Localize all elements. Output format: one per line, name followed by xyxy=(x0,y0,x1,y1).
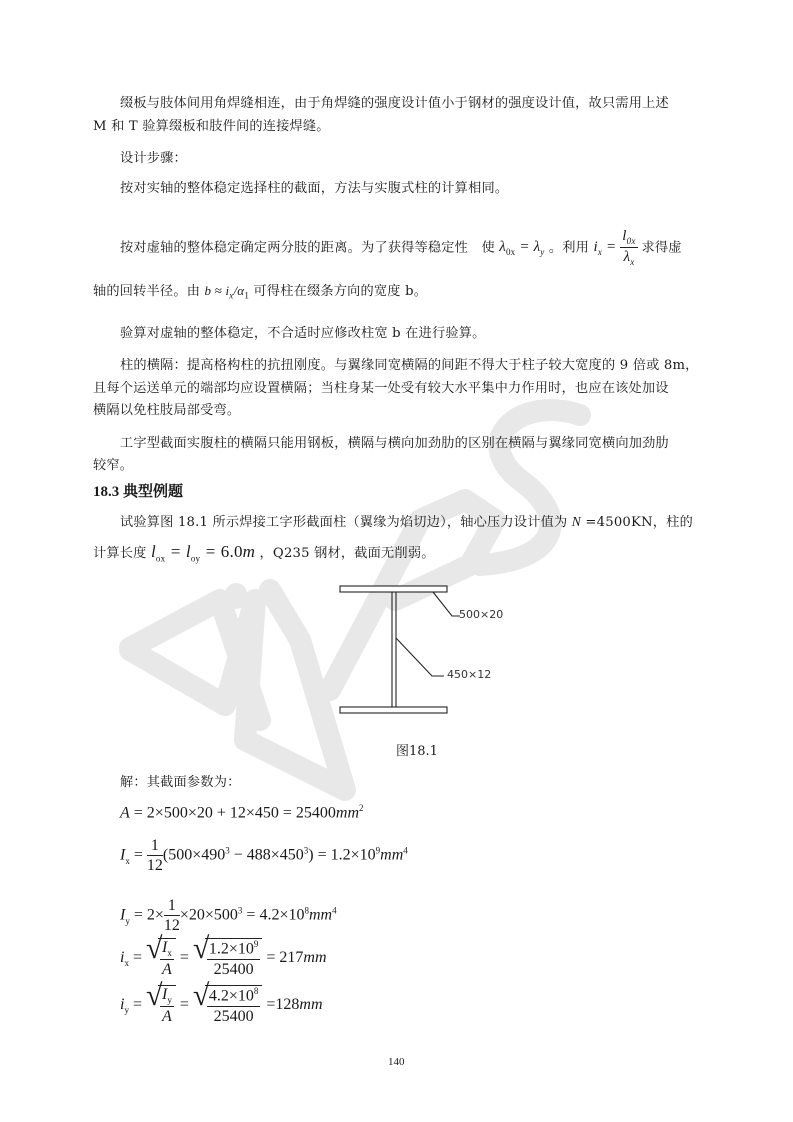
math-ix-formula: $i_x$ = $\frac{l_{0x}}{\lambda_x}$ xyxy=(593,228,636,267)
paragraph-line: 工字型截面实腹柱的横隔只能用钢板，横隔与横向加劲肋的区别在横隔与翼缘同宽横向加劲肋 xyxy=(120,436,669,451)
equation-iy-moment: $I_y = 2\times$ $\frac{1}{12}$ $\times 20\times 500^3 = 4.2\times 10^8mm^4$ xyxy=(120,897,337,934)
math-b-approx: $b \approx i_x/\alpha_1$ xyxy=(204,283,250,301)
text-run: 轴的回转半径。由 xyxy=(93,284,201,299)
paragraph: 按对实轴的整体稳定选择柱的截面，方法与实腹式柱的计算相同。 xyxy=(120,181,509,196)
figure-i-beam-section xyxy=(320,578,520,723)
paragraph-line: 且每个运送单元的端部均应设置横隔；当柱身某一处受有较大水平集中力作用时，也应在该处加设 xyxy=(93,381,669,396)
section-heading xyxy=(93,480,183,501)
page-number: 140 xyxy=(388,1056,405,1068)
math-lengths: $l_{ox} = l_{oy} = 6.0m$ xyxy=(150,542,256,564)
equation-ix-moment: $I_x$ = $\frac{1}{12}$ $(500\times 490^3 - 488\times 450^3) = 1.2\times 10^9mm^4$ xyxy=(120,837,408,874)
equation-iy-radius: $i_y$ = √ $\frac{I_y}{A}$ = √ $\frac{4.2\times 10^8}{25400}$ =128mm xyxy=(120,979,323,1026)
paragraph-line: 缀板与肢体间用角焊缝相连，由于角焊缝的强度设计值小于钢材的强度设计值，故只需用上述 xyxy=(120,96,669,111)
section-number: 18.3 xyxy=(93,484,120,500)
paragraph-line: 横隔以免柱肢局部受弯。 xyxy=(93,403,241,418)
figure-caption: 图18.1 xyxy=(396,744,438,759)
paragraph-line: 较窄。 xyxy=(93,458,134,473)
paragraph-line xyxy=(120,229,682,267)
text-run: 计算长度 xyxy=(93,546,147,561)
text-run: ，Q235 钢材，截面无削弱。 xyxy=(259,546,435,561)
math-N: N xyxy=(571,514,581,529)
paragraph-line xyxy=(120,511,693,534)
text-run: 可得柱在缀条方向的宽度 b。 xyxy=(253,284,428,299)
paragraph: 设计步骤： xyxy=(120,151,187,166)
paragraph-line xyxy=(93,280,427,307)
paragraph: 验算对虚轴的整体稳定，不合适时应修改柱宽 b 在进行验算。 xyxy=(120,326,486,341)
paragraph-line: 柱的横隔：提高格构柱的抗扭刚度。与翼缘同宽横隔的间距不得大于柱子较大宽度的 9 倍或 8m， xyxy=(120,358,699,373)
text-run: 求得虚 xyxy=(641,240,682,256)
text-run: 。利用 xyxy=(548,240,590,256)
math-lambda-equality: $\lambda_{0x} = \lambda_y$ xyxy=(499,239,545,258)
text-run: 按对虚轴的整体稳定确定两分肢的距离。为了获得等稳定性 使 xyxy=(120,240,495,256)
text-run: 试验算图 18.1 所示焊接工字形截面柱（翼缘为焰切边），轴心压力设计值为 xyxy=(120,515,568,530)
equation-area: $A = 2\times 500\times 20 + 12\times 450 = 25400mm^2$ xyxy=(120,803,364,822)
paragraph-line xyxy=(93,541,435,569)
flange-label: 500×20 xyxy=(459,608,504,621)
equation-ix-radius: $i_x$ = √ $\frac{I_x}{A}$ = √ $\frac{1.2\times 10^9}{25400}$ = 217mm xyxy=(120,932,327,979)
section-title: 典型例题 xyxy=(123,484,184,500)
text-run: =4500KN，柱的 xyxy=(585,515,693,530)
paragraph: 解：其截面参数为： xyxy=(120,775,241,790)
web-label: 450×12 xyxy=(447,668,492,681)
i-beam-diagram-icon xyxy=(320,578,520,723)
paragraph-line: M 和 T 验算缀板和肢件间的连接焊缝。 xyxy=(93,119,330,134)
